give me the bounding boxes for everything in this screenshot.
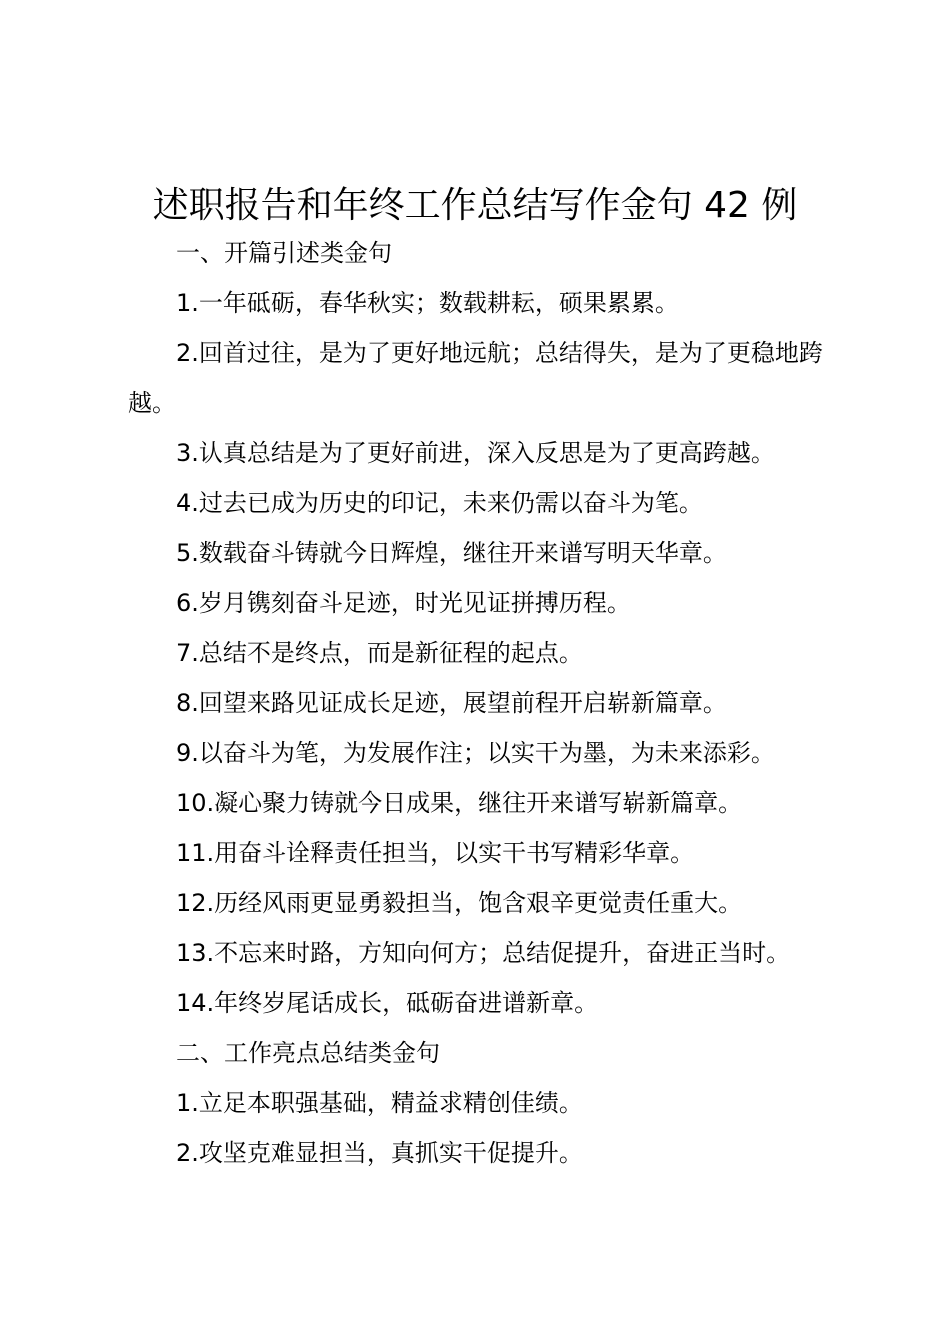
list-item: 5.数载奋斗铸就今日辉煌，继往开来谱写明天华章。 — [176, 539, 727, 567]
list-item: 7.总结不是终点，而是新征程的起点。 — [176, 639, 583, 667]
section-heading-opening: 一、开篇引述类金句 — [176, 239, 392, 267]
document-title: 述职报告和年终工作总结写作金句 42 例 — [152, 185, 798, 226]
list-item: 3.认真总结是为了更好前进，深入反思是为了更高跨越。 — [176, 439, 775, 467]
list-item: 14.年终岁尾话成长，砥砺奋进谱新章。 — [176, 989, 599, 1017]
list-item: 11.用奋斗诠释责任担当，以实干书写精彩华章。 — [176, 839, 695, 867]
list-item: 2.攻坚克难显担当，真抓实干促提升。 — [176, 1139, 583, 1167]
list-item: 6.岁月镌刻奋斗足迹，时光见证拼搏历程。 — [176, 589, 631, 617]
list-item: 9.以奋斗为笔，为发展作注；以实干为墨，为未来添彩。 — [176, 739, 775, 767]
list-item: 12.历经风雨更显勇毅担当，饱含艰辛更觉责任重大。 — [176, 889, 743, 917]
list-item: 1.一年砥砺，春华秋实；数载耕耘，硕果累累。 — [176, 289, 679, 317]
section-heading-highlights: 二、工作亮点总结类金句 — [176, 1039, 440, 1067]
list-item: 13.不忘来时路，方知向何方；总结促提升，奋进正当时。 — [176, 939, 791, 967]
list-item: 10.凝心聚力铸就今日成果，继往开来谱写崭新篇章。 — [176, 789, 743, 817]
list-item: 2.回首过往，是为了更好地远航；总结得失，是为了更稳地跨越。 — [128, 339, 823, 417]
list-item: 8.回望来路见证成长足迹，展望前程开启崭新篇章。 — [176, 689, 727, 717]
list-item: 1.立足本职强基础，精益求精创佳绩。 — [176, 1089, 583, 1117]
list-item: 4.过去已成为历史的印记，未来仍需以奋斗为笔。 — [176, 489, 703, 517]
